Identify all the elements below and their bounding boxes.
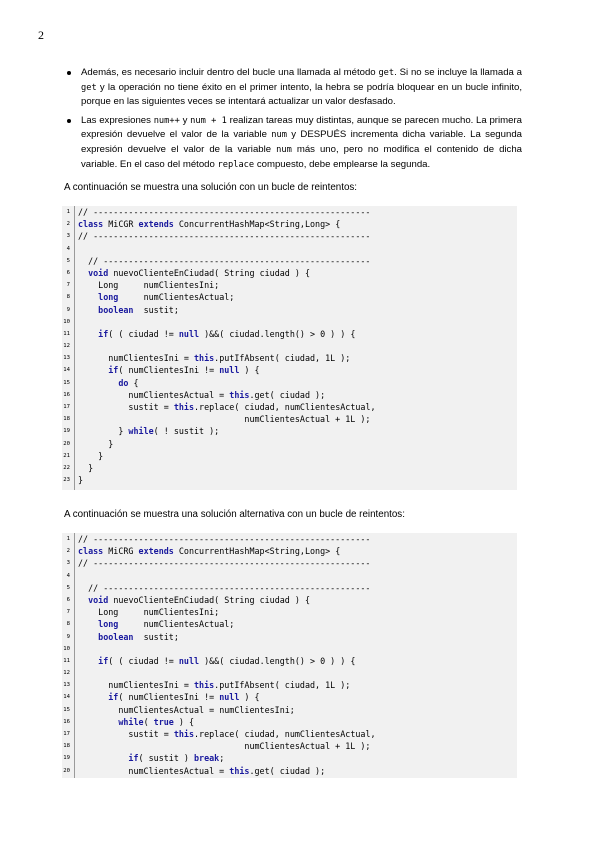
bullet-text xyxy=(81,115,522,170)
line-number: 4 xyxy=(66,572,70,579)
line-number: 12 xyxy=(63,670,70,677)
code-keyword: null xyxy=(178,328,200,339)
line-number: 10 xyxy=(63,645,70,652)
code-line xyxy=(62,667,517,679)
code-line xyxy=(62,704,517,716)
code-keyword: this xyxy=(229,765,250,776)
code-keyword: boolean xyxy=(98,631,134,642)
code-keyword: long xyxy=(98,292,119,303)
code-text: numClientesActual = this.get( ciudad ); xyxy=(128,389,326,400)
code-text: while( true ) { xyxy=(118,716,194,727)
code-line xyxy=(62,728,517,740)
code-line xyxy=(62,582,517,594)
code-line xyxy=(62,304,517,316)
code-line xyxy=(62,401,517,413)
code-line xyxy=(62,316,517,328)
code-line xyxy=(62,438,517,450)
bullet-text-fragment: más uno, pero no modifica el contenido de dicha variable. En el caso del método xyxy=(81,143,523,170)
line-number: 21 xyxy=(63,452,70,459)
line-number: 20 xyxy=(63,440,70,447)
line-number: 8 xyxy=(66,294,70,301)
code-text: numClientesActual = numClientesIni; xyxy=(118,704,295,715)
code-text: // ----------------------------------------------------- xyxy=(78,582,371,593)
bullet-text-fragment: Además, es necesario incluir dentro del bucle una llamada al método xyxy=(81,67,379,78)
code-keyword: void xyxy=(88,267,109,278)
line-number: 19 xyxy=(63,755,70,762)
code-listing-1 xyxy=(62,206,517,490)
code-text: Long numClientesIni; xyxy=(98,607,220,618)
line-number: 17 xyxy=(63,731,70,737)
code-text: void nuevoClienteEnCiudad( String ciudad ) { xyxy=(88,267,310,278)
line-number: 23 xyxy=(63,477,70,484)
inline-code: num + 1 xyxy=(190,115,227,126)
code-line xyxy=(62,425,517,437)
code-text: sustit = this.replace( ciudad, numClientesActual, xyxy=(128,402,376,412)
code-line xyxy=(62,340,517,352)
line-number: 13 xyxy=(63,682,70,689)
bullet-dot-icon xyxy=(67,71,71,75)
line-number: 2 xyxy=(66,548,70,555)
code-line xyxy=(62,377,517,389)
code-line xyxy=(62,691,517,703)
code-line xyxy=(62,545,517,557)
code-keyword: break xyxy=(194,753,220,764)
line-number: 17 xyxy=(63,404,70,410)
intro-paragraph-2: A continuación se muestra una solución alternativa con un bucle de reintentos: xyxy=(64,509,405,520)
code-line xyxy=(62,279,517,291)
line-number: 9 xyxy=(66,633,70,640)
code-text: if( numClientesIni != null ) { xyxy=(108,365,260,376)
line-number: 14 xyxy=(63,694,70,701)
code-text: } xyxy=(78,475,84,486)
code-keyword: if xyxy=(108,692,119,703)
code-text: // ------------------------------------------------------- xyxy=(78,207,371,217)
code-keyword: this xyxy=(173,402,194,412)
line-number: 1 xyxy=(66,536,70,542)
inline-code: get xyxy=(378,68,395,78)
code-line xyxy=(62,267,517,279)
inline-code: num xyxy=(271,130,287,141)
code-text: // ------------------------------------------------------- xyxy=(78,534,371,544)
bullet-list xyxy=(64,66,522,176)
line-number: 6 xyxy=(66,596,70,603)
code-listing-2 xyxy=(62,533,517,778)
code-text: numClientesActual + 1L ); xyxy=(244,414,371,425)
code-text: class MiCGR extends ConcurrentHashMap<String,Long> { xyxy=(78,219,341,230)
line-number: 8 xyxy=(66,621,70,628)
code-keyword: class xyxy=(78,219,104,230)
code-keyword: this xyxy=(194,353,215,364)
code-keyword: do xyxy=(118,377,129,388)
line-number: 5 xyxy=(66,584,70,591)
line-number: 2 xyxy=(66,221,70,228)
line-number: 16 xyxy=(63,391,70,398)
code-line xyxy=(62,474,517,486)
code-line xyxy=(62,291,517,303)
code-line xyxy=(62,606,517,618)
code-text: if( numClientesIni != null ) { xyxy=(108,692,260,703)
code-text: class MiCRG extends ConcurrentHashMap<String,Long> { xyxy=(78,546,341,557)
code-line xyxy=(62,450,517,462)
inline-code: num xyxy=(276,144,292,155)
code-text: boolean sustit; xyxy=(98,304,179,315)
code-line xyxy=(62,218,517,230)
line-number: 20 xyxy=(63,767,70,774)
line-number: 10 xyxy=(63,318,70,325)
code-keyword: if xyxy=(98,328,109,339)
code-keyword: this xyxy=(194,680,215,691)
bullet-dot-icon xyxy=(67,119,71,123)
bullet-text-fragment: . Si no se incluye la llamada a xyxy=(394,67,523,78)
code-line xyxy=(62,570,517,582)
line-number: 7 xyxy=(66,282,70,289)
code-text: numClientesActual + 1L ); xyxy=(244,741,371,752)
line-number: 15 xyxy=(63,706,70,713)
line-number: 13 xyxy=(63,355,70,362)
code-line xyxy=(62,352,517,364)
code-line xyxy=(62,533,517,545)
code-text: if( sustit ) break; xyxy=(128,753,225,764)
line-number: 3 xyxy=(66,560,70,567)
code-text: numClientesIni = this.putIfAbsent( ciudad, 1L ); xyxy=(108,353,351,364)
code-keyword: if xyxy=(128,753,139,764)
bullet-text-fragment: compuesto, debe emplearse la segunda. xyxy=(254,158,431,170)
code-text: void nuevoClienteEnCiudad( String ciudad ) { xyxy=(88,594,310,605)
code-keyword: void xyxy=(88,594,109,605)
code-keyword: null xyxy=(178,655,200,666)
line-number: 3 xyxy=(66,233,70,240)
line-number: 7 xyxy=(66,609,70,616)
code-text: // ----------------------------------------------------- xyxy=(78,255,371,266)
bullet-text-fragment: realizan tareas muy distintas, aunque se parecen mucho. La primera expresión devuelve el valor de la variable xyxy=(81,114,522,141)
line-number: 12 xyxy=(63,343,70,350)
code-line xyxy=(62,230,517,242)
intro-paragraph-1: A continuación se muestra una solución con un bucle de reintentos: xyxy=(64,182,358,193)
page-number: 2 xyxy=(38,28,44,42)
line-number: 16 xyxy=(63,718,70,725)
line-number: 1 xyxy=(66,209,70,215)
code-keyword: extends xyxy=(138,219,174,230)
line-number: 19 xyxy=(63,428,70,435)
code-keyword: null xyxy=(219,365,240,376)
code-keyword: while xyxy=(118,716,144,727)
code-line xyxy=(62,631,517,643)
code-text: } xyxy=(78,462,94,473)
code-line xyxy=(62,243,517,255)
code-text: boolean sustit; xyxy=(98,631,179,642)
code-line xyxy=(62,557,517,569)
line-number: 11 xyxy=(63,330,70,337)
line-number: 9 xyxy=(66,306,70,313)
bullet-text-fragment: y DESPUÉS incrementa dicha variable. La segunda expresión devuelve el valor de la variable xyxy=(81,129,522,155)
bullet-text-fragment: Las expresiones xyxy=(81,114,154,126)
code-keyword: null xyxy=(219,692,240,703)
code-keyword: boolean xyxy=(98,304,134,315)
code-text: Long numClientesIni; xyxy=(98,280,220,291)
line-number: 4 xyxy=(66,245,70,252)
bullet-item xyxy=(64,114,522,172)
code-line xyxy=(62,364,517,376)
line-number: 15 xyxy=(63,379,70,386)
code-keyword: long xyxy=(98,619,119,630)
code-text: do { xyxy=(118,377,139,388)
line-number: 6 xyxy=(66,269,70,276)
bullet-text-fragment: y la operación no tiene éxito en el primer intento, la hebra se podría bloquear en un bucle infinito, porque en las siguientes veces se intentará actualizar un valor desfasado. xyxy=(81,81,522,108)
code-line xyxy=(62,206,517,218)
line-number: 18 xyxy=(63,416,70,423)
code-keyword: if xyxy=(108,365,119,376)
line-number: 11 xyxy=(63,657,70,664)
code-keyword: if xyxy=(98,655,109,666)
code-text: } xyxy=(78,450,104,461)
inline-code: num++ xyxy=(153,115,180,126)
code-keyword: while xyxy=(128,426,154,437)
code-text: if( ( ciudad != null )&&( ciudad.length() > 0 ) ) { xyxy=(98,655,356,666)
code-line xyxy=(62,740,517,752)
code-line xyxy=(62,618,517,630)
line-number: 22 xyxy=(63,464,70,471)
code-line xyxy=(62,389,517,401)
code-line xyxy=(62,462,517,474)
code-text: numClientesIni = this.putIfAbsent( ciudad, 1L ); xyxy=(108,680,351,691)
code-line xyxy=(62,328,517,340)
code-text: } xyxy=(78,438,114,449)
code-keyword: this xyxy=(229,389,250,400)
code-line xyxy=(62,752,517,764)
code-text: sustit = this.replace( ciudad, numClientesActual, xyxy=(128,729,376,739)
bullet-text xyxy=(81,67,522,107)
code-line xyxy=(62,594,517,606)
code-line xyxy=(62,679,517,691)
code-line xyxy=(62,413,517,425)
code-text: } while( ! sustit ); xyxy=(78,426,220,437)
code-text: // ------------------------------------------------------- xyxy=(78,558,371,569)
code-text: if( ( ciudad != null )&&( ciudad.length() > 0 ) ) { xyxy=(98,328,356,339)
inline-code: get xyxy=(81,82,97,93)
code-line xyxy=(62,716,517,728)
bullet-text-fragment: y xyxy=(179,114,191,126)
code-text: long numClientesActual; xyxy=(98,619,235,630)
code-text: long numClientesActual; xyxy=(98,292,235,303)
inline-code: replace xyxy=(217,159,255,170)
line-number: 14 xyxy=(63,367,70,374)
code-line xyxy=(62,765,517,777)
code-keyword: class xyxy=(78,546,104,557)
code-line xyxy=(62,255,517,267)
code-text: // ------------------------------------------------------- xyxy=(78,231,371,242)
code-keyword: extends xyxy=(138,546,174,557)
code-text: numClientesActual = this.get( ciudad ); xyxy=(128,765,326,776)
bullet-item xyxy=(64,66,522,110)
code-line xyxy=(62,643,517,655)
code-keyword: true xyxy=(153,716,174,727)
line-number: 18 xyxy=(63,743,70,750)
line-number: 5 xyxy=(66,257,70,264)
code-keyword: this xyxy=(173,729,194,739)
code-line xyxy=(62,655,517,667)
